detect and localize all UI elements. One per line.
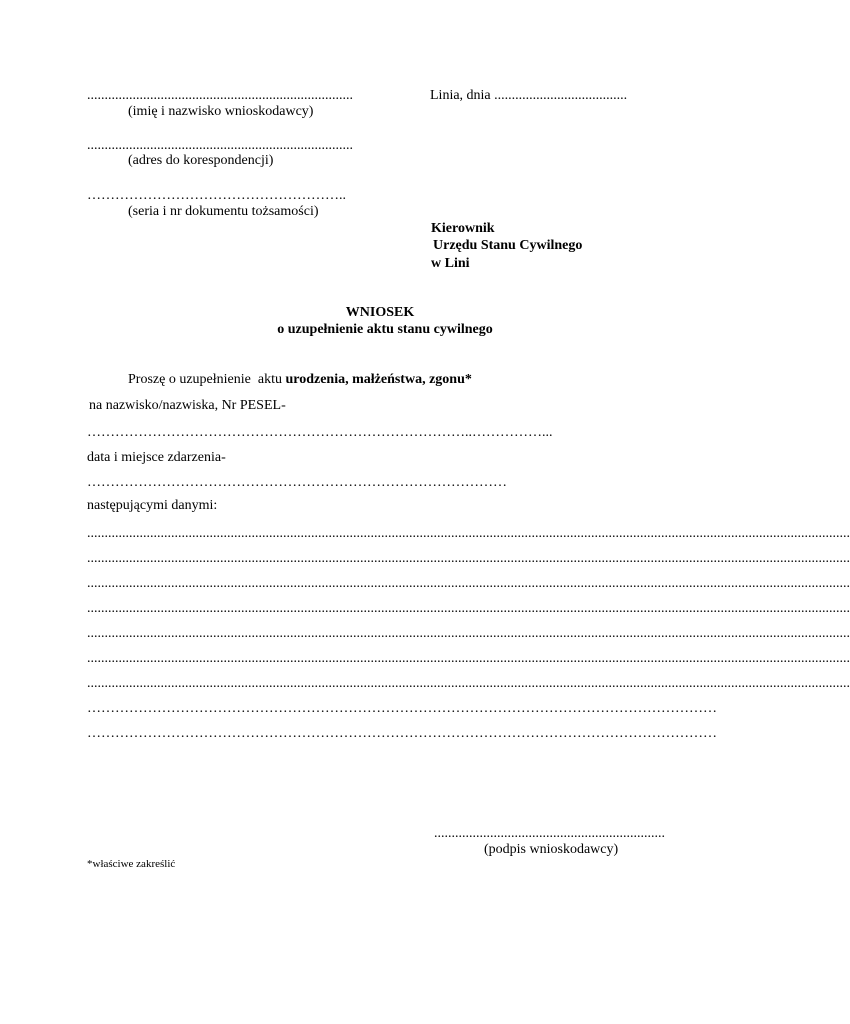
document-subtitle: o uzupełnienie aktu stanu cywilnego <box>277 322 493 337</box>
data-line: ……………………………………………………………………………………………………………………… <box>87 726 717 741</box>
surname-pesel-line: ………………………………………………………………………..……………... <box>87 425 553 440</box>
place-date-field: Linia, dnia ...................................... <box>430 88 628 103</box>
footnote: *właściwe zakreślić <box>87 858 176 870</box>
id-document-line: ……………………………………………….. <box>87 188 346 203</box>
request-sentence <box>128 372 472 389</box>
id-document-caption: (seria i nr dokumentu tożsamości) <box>128 204 319 219</box>
applicant-name-line: ............................................................................ <box>87 88 353 103</box>
data-label: następującymi danymi: <box>87 498 218 513</box>
data-line: .......................................................................................................................................................................................................................... <box>87 601 850 616</box>
recipient-line-3: w Lini <box>431 256 470 271</box>
data-line: ……………………………………………………………………………………………………………………… <box>87 701 717 716</box>
data-line: .......................................................................................................................................................................................................................... <box>87 651 850 666</box>
recipient-line-1: Kierownik <box>431 221 495 236</box>
recipient-line-2: Urzędu Stanu Cywilnego <box>433 238 583 253</box>
document-title: WNIOSEK <box>345 305 415 320</box>
event-label: data i miejsce zdarzenia- <box>87 450 226 465</box>
signature-caption: (podpis wnioskodawcy) <box>484 842 619 857</box>
data-line: .......................................................................................................................................................................................................................... <box>87 626 850 641</box>
data-line: .......................................................................................................................................................................................................................... <box>87 551 850 566</box>
data-line: .......................................................................................................................................................................................................................... <box>87 576 850 591</box>
event-line: ……………………………………………………………………………… <box>87 475 507 490</box>
data-line: .......................................................................................................................................................................................................................... <box>87 526 850 541</box>
address-caption: (adres do korespondencji) <box>128 153 274 168</box>
act-type-options: urodzenia, małżeństwa, zgonu* <box>285 372 472 387</box>
address-line: ............................................................................ <box>87 138 353 153</box>
request-prefix: Proszę o uzupełnienie aktu <box>128 372 286 387</box>
data-line: .......................................................................................................................................................................................................................... <box>87 676 850 691</box>
applicant-name-caption: (imię i nazwisko wnioskodawcy) <box>128 104 314 119</box>
surname-pesel-label: na nazwisko/nazwiska, Nr PESEL- <box>89 398 286 413</box>
signature-line: .................................................................. <box>434 826 665 841</box>
